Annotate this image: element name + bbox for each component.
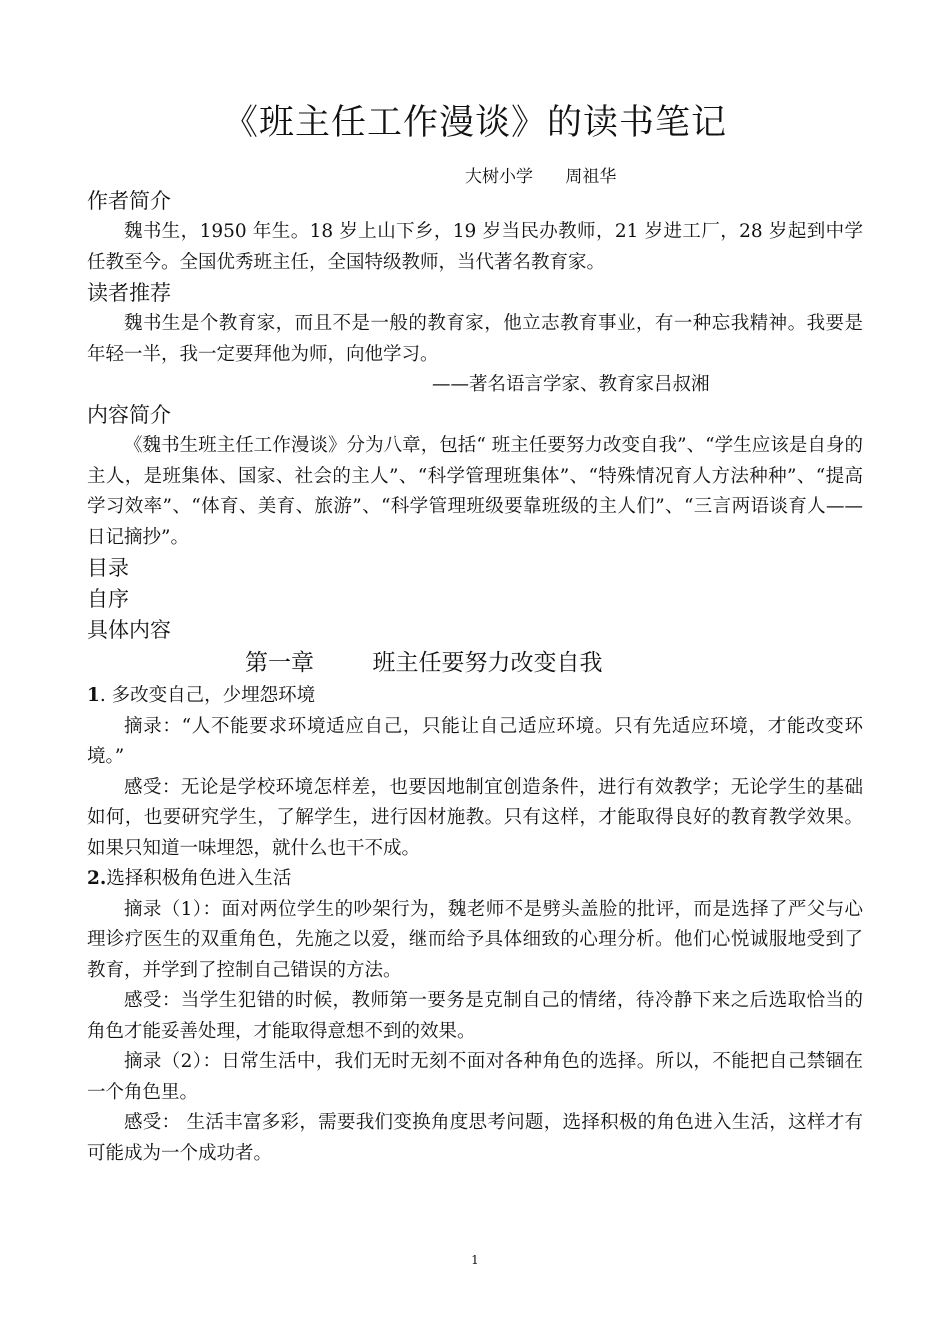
paragraph-content-intro: 《魏书生班主任工作漫谈》分为八章，包括“ 班主任要努力改变自我”、“学生应该是自身的主人，是班集体、国家、社会的主人”、“科学管理班集体”、“特殊情况育人方法种种”、“提高学习效率”、“体育、美育、旅游”、“科学管理班级要靠班级的主人们”、“三言两语谈育人——日记摘抄”。	[87, 435, 863, 548]
heading-content-intro: 内容简介	[87, 403, 171, 427]
item1-title: . 多改变自己，少埋怨环境	[99, 685, 316, 706]
heading-author-intro: 作者简介	[87, 189, 171, 213]
chapter-title: 第一章 班主任要努力改变自我	[245, 650, 603, 676]
item2-excerpt-2: 摘录（2）：日常生活中，我们无时无刻不面对各种角色的选择。所以，不能把自己禁锢在一个角色里。	[87, 1051, 863, 1103]
paragraph-author-intro: 魏书生，1950 年生。18 岁上山下乡，19 岁当民办教师，21 岁进工厂，28 岁起到中学任教至今。全国优秀班主任，全国特级教师，当代著名教育家。	[87, 221, 863, 273]
item1-excerpt: 摘录：“人不能要求环境适应自己，只能让自己适应环境。只有先适应环境，才能改变环境。”	[87, 715, 863, 767]
item2-heading	[87, 864, 863, 895]
item1-feeling: 感受：无论是学校环境怎样差，也要因地制宜创造条件，进行有效教学；无论学生的基础如何，也要研究学生，了解学生，进行因材施教。只有这样，才能取得良好的教育教学效果。如果只知道一味埋怨，就什么也干不成。	[87, 776, 863, 859]
heading-toc: 目录	[87, 556, 129, 580]
heading-body-content: 具体内容	[87, 618, 171, 642]
item2-number: 2.	[87, 868, 107, 889]
quote-source: ——著名语言学家、教育家吕叔湘	[432, 374, 710, 395]
item1-number: 1	[87, 685, 100, 706]
paragraph-reader-recommendation: 魏书生是个教育家，而且不是一般的教育家，他立志教育事业，有一种忘我精神。我要是年轻一半，我一定要拜他为师，向他学习。	[87, 313, 863, 365]
author-line: 大树小学 周祖华	[465, 167, 617, 187]
item1-heading	[87, 681, 863, 712]
document-title: 《班主任工作漫谈》的读书笔记	[222, 103, 727, 143]
item2-excerpt-1: 摘录（1）：面对两位学生的吵架行为，魏老师不是劈头盖脸的批评，而是选择了严父与心理诊疗医生的双重角色，先施之以爱，继而给予具体细致的心理分析。他们心悦诚服地受到了教育，并学到了控制自己错误的方法。	[87, 898, 863, 981]
document-body	[87, 186, 863, 1169]
heading-preface: 自序	[87, 587, 129, 611]
item2-title: 选择积极角色进入生活	[106, 868, 292, 889]
item2-feeling-1: 感受：当学生犯错的时候，教师第一要务是克制自己的情绪，待冷静下来之后选取恰当的角色才能妥善处理，才能取得意想不到的效果。	[87, 990, 863, 1042]
page-number: 1	[471, 1253, 479, 1267]
heading-reader-recommendation: 读者推荐	[87, 281, 171, 305]
item2-feeling-2: 感受： 生活丰富多彩，需要我们变换角度思考问题，选择积极的角色进入生活，这样才有可能成为一个成功者。	[87, 1112, 863, 1164]
